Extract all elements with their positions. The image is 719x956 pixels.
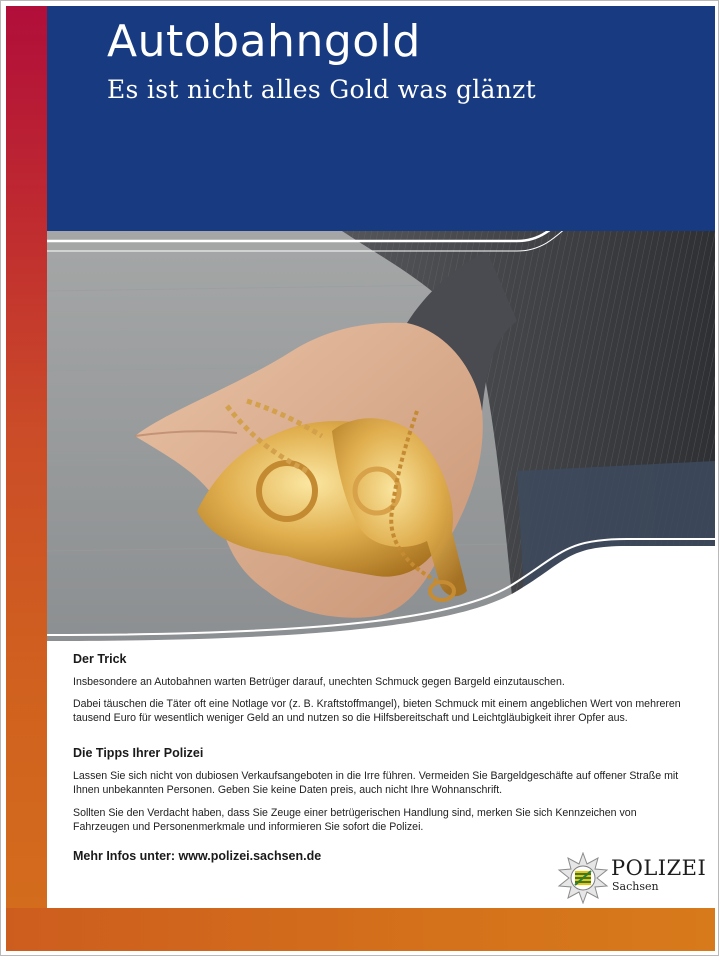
bottom-accent-band: [6, 908, 715, 951]
page-title: Autobahngold: [107, 16, 421, 67]
tips-paragraph-2: Sollten Sie den Verdacht haben, dass Sie Zeuge einer betrügerischen Handlung sind, merken Sie sich Kennzeichen von Fahrzeugen und Personenmerkmale und informieren Sie sofort die Polizei.: [73, 807, 637, 833]
tips-paragraph-1: Lassen Sie sich nicht von dubiosen Verkaufsangeboten in die Irre führen. Vermeiden Sie Bargeldgeschäfte auf offener Straße mit Ihnen unbekannten Personen. Geben Sie keine Daten preis, auch nicht Ihre Wohnanschrift.: [73, 770, 679, 796]
logo-name: POLIZEI: [611, 856, 707, 880]
police-star-icon: [557, 852, 609, 904]
section-heading-tips: Die Tipps Ihrer Polizei: [73, 746, 204, 760]
trick-paragraph-1: Insbesondere an Autobahnen warten Betrüger darauf, unechten Schmuck gegen Bargeld einzutauschen.: [73, 676, 565, 688]
hero-photo: [47, 171, 715, 646]
section-heading-trick: Der Trick: [73, 652, 127, 666]
logo-state: Sachsen: [612, 880, 659, 893]
more-info-link[interactable]: Mehr Infos unter: www.polizei.sachsen.de: [73, 849, 322, 863]
police-logo: [557, 852, 707, 902]
page-subtitle: Es ist nicht alles Gold was glänzt: [107, 75, 536, 104]
left-accent-stripe: [6, 6, 48, 951]
trick-paragraph-2: Dabei täuschen die Täter oft eine Notlage vor (z. B. Kraftstoffmangel), bieten Schmuck mit einem angeblichen Wert von mehreren tausend Euro für wesentlich weniger Geld an und nutzen so die Hilfsbereitschaft und Leichtgläubigkeit ihrer Opfer aus.: [73, 698, 681, 724]
